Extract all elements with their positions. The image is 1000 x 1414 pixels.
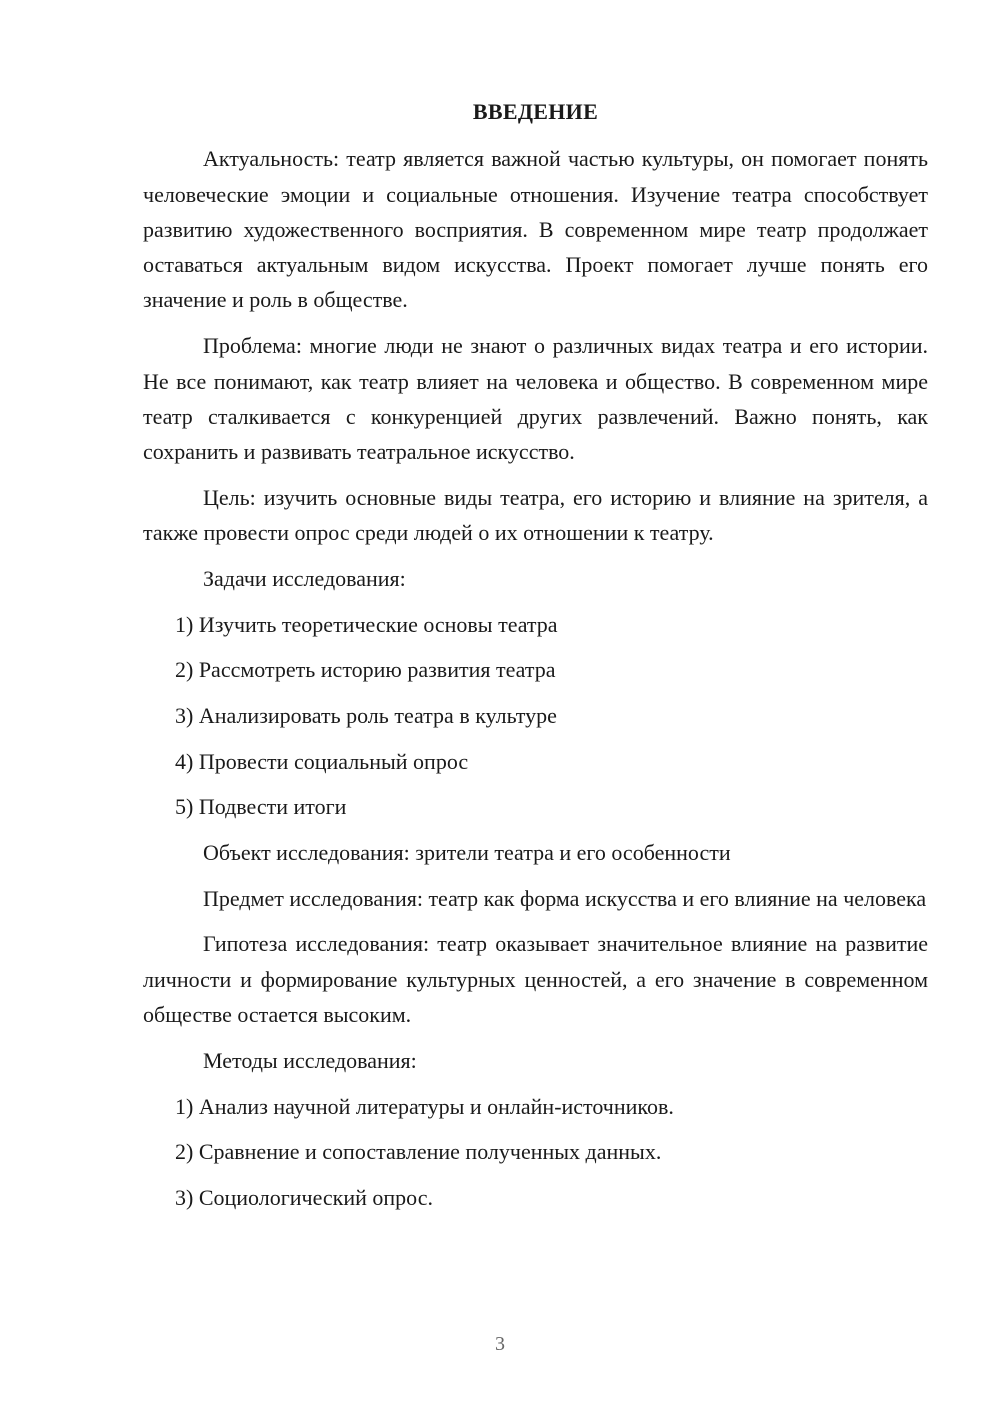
hypothesis-paragraph: Гипотеза исследования: театр оказывает значительное влияние на развитие личности и формирование культурных ценностей, а его значение в современном обществе остается высоким.: [143, 931, 928, 1028]
methods-heading: Методы исследования:: [203, 1047, 417, 1073]
task-item: 1) Изучить теоретические основы театра: [175, 611, 558, 637]
goal-paragraph: Цель: изучить основные виды театра, его историю и влияние на зрителя, а также провести опрос среди людей о их отношении к театру.: [143, 484, 928, 546]
method-item: 3) Социологический опрос.: [175, 1184, 433, 1210]
methods-list: [143, 1089, 928, 1215]
task-item: 5) Подвести итоги: [175, 794, 347, 820]
relevance-paragraph: Актуальность: театр является важной частью культуры, он помогает понять человеческие эмоции и социальные отношения. Изучение театра способствует развитию художественного восприятия. В современном мире театр продолжает оставаться актуальным видом искусства. Проект помогает лучше понять его значение и роль в обществе.: [143, 146, 928, 313]
tasks-heading: Задачи исследования:: [203, 566, 406, 592]
method-item: 2) Сравнение и сопоставление полученных данных.: [175, 1139, 662, 1165]
page-number: 3: [495, 1333, 505, 1355]
page-title: ВВЕДЕНИЕ: [472, 99, 599, 124]
subject-paragraph: Предмет исследования: театр как форма искусства и его влияние на человека: [203, 885, 927, 911]
task-item: 3) Анализировать роль театра в культуре: [175, 703, 557, 729]
object-paragraph: Объект исследования: зрители театра и его особенности: [203, 839, 731, 865]
tasks-list: [143, 607, 928, 825]
task-item: 4) Провести социальный опрос: [175, 748, 469, 774]
document-page: [143, 94, 928, 1225]
problem-paragraph: Проблема: многие люди не знают о различных видах театра и его истории. Не все понимают, как театр влияет на человека и общество. В современном мире театр сталкивается с конкуренцией других развлечений. Важно понять, как сохранить и развивать театральное искусство.: [143, 333, 928, 465]
method-item: 1) Анализ научной литературы и онлайн-источников.: [175, 1093, 674, 1119]
task-item: 2) Рассмотреть историю развития театра: [175, 657, 556, 683]
